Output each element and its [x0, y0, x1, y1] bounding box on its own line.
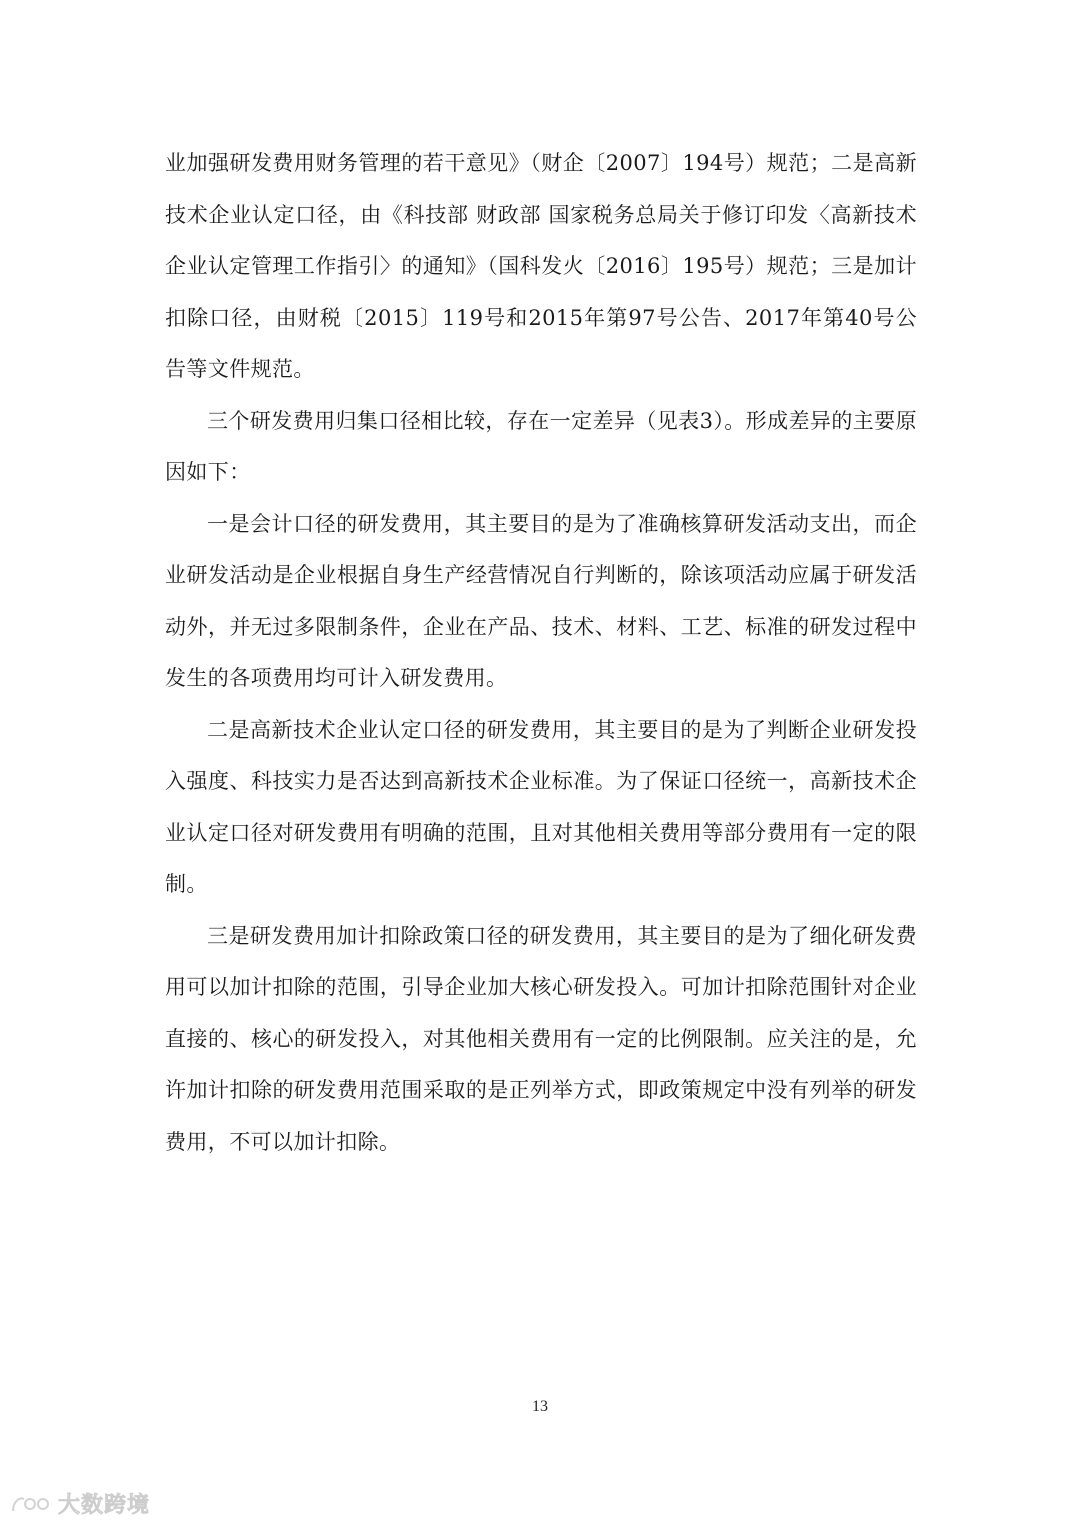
dashu-logo-icon	[10, 1493, 54, 1515]
body-text	[165, 138, 917, 1168]
paragraph-standards: 业加强研发费用财务管理的若干意见》（财企〔2007〕194号）规范；二是高新技术企业认定口径，由《科技部 财政部 国家税务总局关于修订印发〈高新技术企业认定管理工作指引〉的通知》（国科发火〔2016〕195号）规范；三是加计扣除口径，由财税〔2015〕119号和2015年第97号公告、2017年第40号公告等文件规范。	[165, 151, 917, 381]
paragraph-accounting-caliber: 一是会计口径的研发费用，其主要目的是为了准确核算研发活动支出，而企业研发活动是企业根据自身生产经营情况自行判断的，除该项活动应属于研发活动外，并无过多限制条件，企业在产品、技术、材料、工艺、标准的研发过程中发生的各项费用均可计入研发费用。	[165, 511, 917, 690]
page-number: 13	[532, 1398, 548, 1415]
watermark-text: 大数跨境	[58, 1493, 151, 1518]
paragraph-deduction-caliber: 三是研发费用加计扣除政策口径的研发费用，其主要目的是为了细化研发费用可以加计扣除的范围，引导企业加大核心研发投入。可加计扣除范围针对企业直接的、核心的研发投入，对其他相关费用有一定的比例限制。应关注的是，允许加计扣除的研发费用范围采取的是正列举方式，即政策规定中没有列举的研发费用，不可以加计扣除。	[165, 923, 917, 1154]
watermark	[10, 1488, 150, 1519]
paragraph-comparison: 三个研发费用归集口径相比较，存在一定差异（见表3）。形成差异的主要原因如下：	[165, 408, 917, 484]
paragraph-high-tech-caliber: 二是高新技术企业认定口径的研发费用，其主要目的是为了判断企业研发投入强度、科技实力是否达到高新技术企业标准。为了保证口径统一，高新技术企业认定口径对研发费用有明确的范围，且对其他相关费用等部分费用有一定的限制。	[165, 717, 917, 896]
